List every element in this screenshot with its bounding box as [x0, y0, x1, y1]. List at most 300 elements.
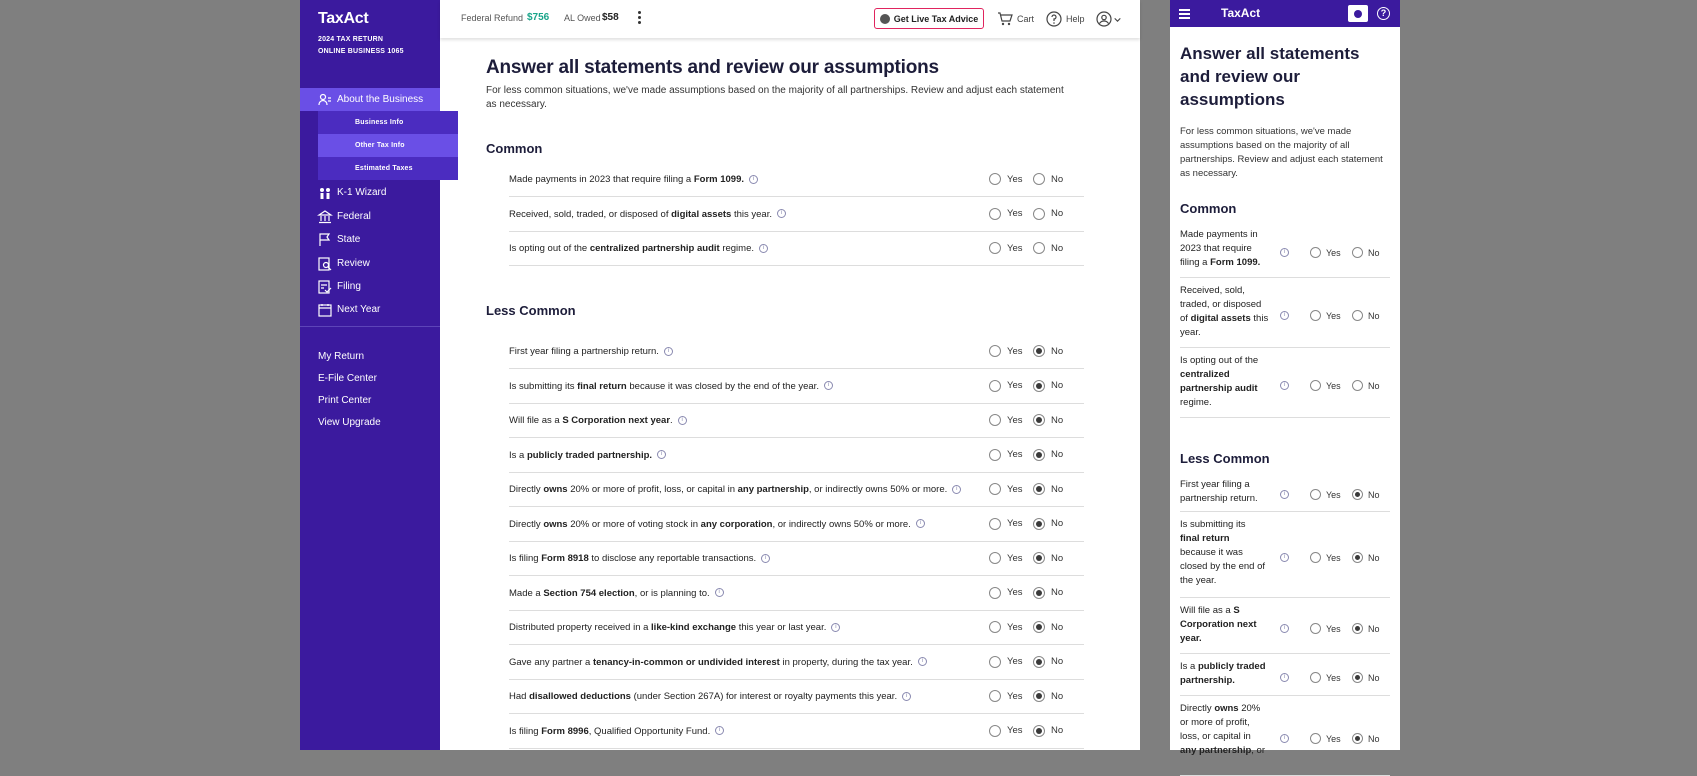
info-icon[interactable]: i [749, 175, 758, 184]
statement-line [1180, 492, 1270, 506]
statement-row [509, 645, 1084, 680]
yes-radio[interactable] [989, 380, 1001, 392]
no-option[interactable] [1033, 690, 1063, 702]
no-radio[interactable] [1352, 552, 1363, 563]
yes-label: Yes [1007, 449, 1023, 460]
statement-text: the year. [1180, 575, 1217, 586]
no-label: No [1051, 483, 1064, 495]
yes-option[interactable] [989, 380, 1023, 392]
yes-option[interactable] [989, 656, 1023, 668]
no-label: No [1368, 552, 1380, 563]
no-radio[interactable] [1033, 552, 1045, 564]
yes-option[interactable] [1310, 623, 1341, 634]
no-option[interactable] [1033, 380, 1063, 392]
federal-refund-label: Federal Refund [461, 13, 524, 23]
yes-option[interactable] [989, 483, 1023, 495]
statement-text: loss, or capital in [1180, 731, 1251, 742]
statement-line [1180, 326, 1270, 340]
yes-option[interactable] [989, 208, 1023, 220]
statement-text: regime. [719, 243, 755, 254]
statement-row [509, 438, 1084, 473]
return-line-1: 2024 TAX RETURN [318, 36, 384, 43]
yes-radio[interactable] [989, 725, 1001, 737]
statement-text: Directly [509, 518, 544, 530]
sidebar-label: Other Tax Info [355, 141, 405, 149]
no-label: No [1051, 173, 1064, 185]
statement-line [1180, 532, 1270, 546]
less-common-heading: Less Common [1180, 451, 1270, 466]
statement-bold-text: Corporation next [1180, 619, 1257, 630]
yes-option[interactable] [1310, 672, 1341, 683]
yes-option[interactable] [989, 414, 1023, 426]
sidebar-label: Federal [337, 211, 371, 222]
no-option[interactable] [1033, 345, 1063, 357]
statement-text [1180, 284, 1270, 340]
no-radio[interactable] [1033, 208, 1045, 220]
hamburger-menu-icon[interactable] [1179, 9, 1190, 18]
statement-text: 20% or more of profit, loss, or capital in [567, 484, 738, 495]
no-option[interactable] [1352, 552, 1380, 563]
no-option[interactable] [1352, 310, 1380, 321]
statement-line [1180, 730, 1270, 744]
statement-text: Will file as a [1180, 605, 1234, 616]
statement-text [509, 726, 724, 737]
statement-bold-text: disallowed deductions [529, 691, 631, 702]
no-radio[interactable] [1033, 518, 1045, 530]
no-radio[interactable] [1033, 621, 1045, 633]
info-icon[interactable]: i [1280, 673, 1289, 682]
no-option[interactable] [1033, 173, 1063, 185]
yes-option[interactable] [1310, 247, 1341, 258]
flag-icon [318, 233, 332, 247]
yes-option[interactable] [989, 690, 1023, 702]
yes-radio[interactable] [1310, 552, 1321, 563]
no-radio[interactable] [1033, 345, 1045, 357]
statement-row [509, 472, 1084, 507]
statement-bold-text: centralized partnership audit [589, 243, 720, 254]
no-label: No [1368, 310, 1380, 321]
statement-text: in property, during the tax year. [779, 656, 913, 668]
no-label: No [1051, 656, 1064, 667]
info-icon[interactable]: i [678, 416, 687, 425]
no-option[interactable] [1352, 489, 1380, 500]
sidebar-item-federal[interactable] [300, 205, 440, 228]
info-icon[interactable]: i [1280, 553, 1289, 562]
no-option[interactable] [1033, 483, 1063, 495]
no-radio[interactable] [1033, 690, 1045, 702]
statement-line [1180, 632, 1270, 646]
yes-radio[interactable] [1310, 310, 1321, 321]
info-icon[interactable]: i [824, 381, 833, 390]
no-option[interactable] [1033, 242, 1063, 254]
yes-radio[interactable] [1310, 380, 1321, 391]
no-option[interactable] [1033, 518, 1063, 530]
mobile-view [1170, 0, 1400, 756]
info-icon[interactable]: i [831, 623, 840, 632]
yes-option[interactable] [989, 621, 1023, 633]
yes-option[interactable] [1310, 489, 1341, 500]
sidebar-item-filing[interactable] [300, 275, 440, 298]
sidebar-item-other-tax-info[interactable] [318, 134, 458, 157]
mobile-top-bar [1170, 0, 1400, 27]
statement-text: Received, sold, [1180, 285, 1245, 296]
statement-row [509, 507, 1084, 542]
statement-text [1180, 354, 1270, 410]
no-label: No [1051, 345, 1064, 357]
statement-text [1180, 702, 1270, 758]
statement-text: to disclose any reportable transactions. [588, 553, 757, 564]
statement-row [509, 369, 1084, 404]
statement-text: Made payments in 2023 that require filing a [509, 174, 694, 185]
yes-option[interactable] [989, 173, 1023, 185]
yes-radio[interactable] [1310, 623, 1321, 634]
statement-bold-text: Form 1099. [693, 174, 745, 185]
statement-row [1180, 348, 1390, 418]
statement-text: year. [1180, 327, 1201, 338]
no-radio[interactable] [1352, 247, 1363, 258]
statement-text: or more of profit, [1180, 717, 1250, 728]
statement-text: , or is planning to. [634, 587, 710, 599]
statement-bold-text: publicly traded [1197, 661, 1266, 672]
statement-row [1180, 654, 1390, 696]
federal-refund-value[interactable]: $756 [527, 12, 550, 23]
statement-bold-text: any partnership [1180, 745, 1252, 756]
statement-text [509, 450, 666, 461]
statement-bold-text: owns [543, 484, 568, 495]
yes-radio[interactable] [1310, 489, 1321, 500]
statement-bold-text: final return [1180, 533, 1230, 544]
advisor-avatar-icon [880, 14, 890, 24]
statement-text: this [1250, 313, 1269, 324]
view-upgrade-link[interactable]: View Upgrade [318, 417, 381, 428]
no-radio[interactable] [1352, 489, 1363, 500]
sidebar [300, 0, 440, 750]
yes-radio[interactable] [989, 173, 1001, 185]
no-option[interactable] [1033, 208, 1063, 220]
no-radio[interactable] [1033, 449, 1045, 461]
al-owed-label: AL Owed [564, 13, 601, 23]
no-radio[interactable] [1352, 380, 1363, 391]
no-option[interactable] [1033, 656, 1063, 668]
yes-label: Yes [1326, 310, 1341, 321]
statement-bold-text: any corporation [700, 518, 773, 530]
no-option[interactable] [1352, 672, 1380, 683]
statement-text: 20% [1238, 703, 1261, 714]
statement-line [1180, 560, 1270, 574]
yes-label: Yes [1007, 242, 1023, 254]
common-heading: Common [1180, 201, 1237, 216]
statement-text: Is filing [509, 725, 542, 737]
sidebar-item-estimated-taxes[interactable] [318, 157, 458, 180]
statement-text [509, 484, 961, 495]
statement-row [1180, 222, 1390, 278]
info-icon[interactable]: i [918, 657, 927, 666]
my-return-link[interactable]: My Return [318, 351, 365, 362]
more-options-icon[interactable] [636, 10, 642, 26]
statement-bold-text: any partnership [737, 484, 809, 495]
statement-text [509, 415, 687, 426]
statement-text [509, 346, 673, 357]
yes-option[interactable] [1310, 552, 1341, 563]
no-radio[interactable] [1033, 414, 1045, 426]
statement-text [509, 622, 840, 633]
statement-bold-text: like-kind exchange [651, 622, 737, 633]
yes-label: Yes [1007, 552, 1023, 564]
statement-text [1180, 660, 1270, 688]
info-icon[interactable]: i [664, 347, 673, 356]
advisor-avatar-icon[interactable] [1348, 5, 1368, 22]
statement-text: , or indirectly owns 50% or more. [808, 484, 948, 495]
statement-text [509, 588, 724, 599]
yes-radio[interactable] [1310, 247, 1321, 258]
yes-option[interactable] [989, 552, 1023, 564]
no-label: No [1368, 672, 1380, 683]
sidebar-label: Estimated Taxes [355, 164, 413, 172]
no-radio[interactable] [1352, 310, 1363, 321]
statement-text: Is submitting its [509, 380, 578, 392]
no-option[interactable] [1033, 621, 1063, 633]
taxact-logo[interactable]: TaxAct [1221, 6, 1261, 20]
yes-option[interactable] [1310, 733, 1341, 744]
statement-row [1180, 472, 1390, 512]
no-radio[interactable] [1033, 725, 1045, 737]
info-icon[interactable]: i [1280, 311, 1289, 320]
yes-label: Yes [1007, 621, 1023, 633]
sidebar-item-about-business[interactable] [300, 88, 440, 111]
statement-text: filing a [1180, 257, 1211, 268]
yes-radio[interactable] [989, 242, 1001, 254]
yes-label: Yes [1007, 518, 1023, 529]
review-icon [318, 257, 332, 271]
yes-label: Yes [1326, 247, 1341, 258]
statement-text: Is filing [509, 553, 542, 564]
statement-bold-text: tenancy-in-common or undivided interest [592, 656, 780, 668]
statement-row [1180, 696, 1390, 776]
info-icon[interactable]: i [715, 726, 724, 735]
yes-label: Yes [1007, 345, 1023, 357]
sidebar-label: Next Year [337, 304, 381, 315]
help-icon[interactable]: ? [1377, 7, 1390, 20]
sidebar-label: Business Info [355, 118, 404, 126]
no-label: No [1051, 690, 1064, 702]
statement-row [1180, 598, 1390, 654]
no-label: No [1051, 725, 1064, 736]
account-icon [1096, 11, 1112, 27]
statement-bold-text: S [1233, 605, 1240, 616]
no-label: No [1368, 489, 1380, 500]
info-icon[interactable]: i [759, 244, 768, 253]
get-live-tax-advice-button[interactable] [874, 8, 984, 29]
statement-text: Directly [1180, 703, 1215, 714]
info-icon[interactable]: i [1280, 734, 1289, 743]
yes-radio[interactable] [989, 449, 1001, 461]
no-option[interactable] [1033, 449, 1063, 461]
no-radio[interactable] [1352, 623, 1363, 634]
no-radio[interactable] [1033, 173, 1045, 185]
yes-option[interactable] [989, 587, 1023, 599]
statement-text: Will file as a [509, 415, 563, 426]
statement-text: because it was closed by the end of the year. [626, 380, 819, 392]
statement-text: this year. [731, 208, 772, 220]
no-radio[interactable] [1033, 242, 1045, 254]
yes-option[interactable] [989, 242, 1023, 254]
yes-label: Yes [1007, 690, 1023, 702]
info-icon[interactable]: i [1280, 490, 1289, 499]
al-owed-value[interactable]: $58 [602, 12, 619, 23]
sidebar-item-next-year[interactable] [300, 298, 440, 321]
no-radio[interactable] [1352, 672, 1363, 683]
page-intro: For less common situations, we've made assumptions based on the majority of all partnerships. Review and adjust each statement as necessary. [1180, 126, 1383, 179]
yes-radio[interactable] [989, 414, 1001, 426]
info-icon[interactable]: i [1280, 248, 1289, 257]
bank-icon [318, 210, 332, 224]
info-icon[interactable]: i [1280, 381, 1289, 390]
statement-text: (under Section 267A) for interest or royalty payments this year. [630, 691, 898, 702]
statement-text: Gave any partner a [509, 656, 593, 668]
sidebar-label: K-1 Wizard [337, 187, 387, 198]
no-option[interactable] [1352, 733, 1380, 744]
yes-label: Yes [1007, 414, 1023, 426]
no-radio[interactable] [1033, 656, 1045, 668]
yes-radio[interactable] [989, 483, 1001, 495]
no-option[interactable] [1033, 552, 1063, 564]
statement-bold-text: owns [1214, 703, 1239, 714]
yes-radio[interactable] [989, 552, 1001, 564]
sidebar-item-k1-wizard[interactable] [300, 181, 440, 204]
no-radio[interactable] [1033, 587, 1045, 599]
statement-text: , or [1251, 745, 1266, 756]
statement-text [509, 519, 925, 530]
statement-bold-text: digital assets [671, 208, 732, 220]
efile-center-link[interactable]: E-File Center [318, 373, 377, 384]
statement-text: Is submitting its [1180, 519, 1246, 530]
info-icon[interactable]: i [715, 588, 724, 597]
help-icon [1046, 11, 1062, 27]
statement-row [1180, 278, 1390, 348]
cart-button[interactable] [997, 11, 1034, 27]
statement-line [1180, 478, 1270, 492]
yes-option[interactable] [989, 725, 1023, 737]
info-icon[interactable]: i [902, 692, 911, 701]
page-intro: For less common situations, we've made assumptions based on the majority of all partnerships. Review and adjust each statement as necessary. [486, 85, 1064, 110]
sidebar-item-review[interactable] [300, 252, 440, 275]
info-icon[interactable]: i [952, 485, 961, 494]
no-label: No [1051, 208, 1064, 219]
statement-text: Made a [509, 587, 544, 599]
statement-bold-text: digital assets [1190, 313, 1251, 324]
no-radio[interactable] [1033, 483, 1045, 495]
account-menu-button[interactable] [1096, 11, 1122, 27]
info-icon[interactable]: i [1280, 624, 1289, 633]
yes-option[interactable] [1310, 380, 1341, 391]
statement-bold-text: Form 1099. [1210, 257, 1261, 268]
sidebar-label: Filing [337, 281, 361, 292]
yes-label: Yes [1326, 380, 1341, 391]
yes-radio[interactable] [989, 621, 1001, 633]
yes-label: Yes [1326, 623, 1341, 634]
statement-bold-text: centralized [1180, 369, 1230, 380]
info-icon[interactable]: i [761, 554, 770, 563]
sidebar-divider [300, 326, 440, 327]
yes-radio[interactable] [989, 587, 1001, 599]
no-option[interactable] [1352, 247, 1380, 258]
yes-label: Yes [1007, 173, 1023, 185]
yes-radio[interactable] [1310, 672, 1321, 683]
yes-radio[interactable] [1310, 733, 1321, 744]
no-radio[interactable] [1033, 380, 1045, 392]
taxact-logo[interactable]: TaxAct [318, 10, 369, 27]
desktop-view [300, 0, 1140, 750]
page-title: Answer all statements and review our assumptions [486, 57, 939, 78]
yes-radio[interactable] [989, 518, 1001, 530]
statement-bold-text: partnership audit [1180, 383, 1258, 394]
info-icon[interactable]: i [777, 209, 786, 218]
sidebar-item-state[interactable] [300, 228, 440, 251]
no-radio[interactable] [1352, 733, 1363, 744]
main-content [486, 38, 1096, 750]
statement-line [1180, 298, 1270, 312]
no-option[interactable] [1033, 587, 1063, 599]
statement-text: Made payments in [1180, 229, 1258, 240]
statement-line [1180, 674, 1270, 688]
no-label: No [1051, 414, 1064, 426]
statement-text: regime. [1180, 397, 1212, 408]
statement-text [1180, 228, 1270, 270]
no-label: No [1368, 247, 1380, 258]
yes-label: Yes [1326, 552, 1341, 563]
cart-label: Cart [1017, 14, 1035, 24]
statement-bold-text: partnership. [1180, 675, 1235, 686]
no-option[interactable] [1352, 623, 1380, 634]
no-option[interactable] [1033, 414, 1063, 426]
yes-option[interactable] [1310, 310, 1341, 321]
no-label: No [1051, 552, 1064, 564]
sidebar-label: Review [337, 258, 370, 269]
yes-radio[interactable] [989, 690, 1001, 702]
print-center-link[interactable]: Print Center [318, 395, 372, 406]
no-option[interactable] [1033, 725, 1063, 737]
yes-radio[interactable] [989, 208, 1001, 220]
yes-label: Yes [1326, 672, 1341, 683]
yes-radio[interactable] [989, 345, 1001, 357]
no-label: No [1051, 621, 1064, 633]
yes-option[interactable] [989, 449, 1023, 461]
yes-option[interactable] [989, 345, 1023, 357]
document-check-icon [318, 280, 332, 294]
statement-line [1180, 744, 1270, 758]
statement-text: , or indirectly owns 50% or more. [772, 518, 911, 530]
yes-option[interactable] [989, 518, 1023, 530]
statement-row [509, 679, 1084, 714]
calendar-icon [318, 303, 332, 317]
yes-label: Yes [1326, 733, 1341, 744]
sidebar-label: State [337, 234, 361, 245]
yes-radio[interactable] [989, 656, 1001, 668]
statement-line [1180, 716, 1270, 730]
return-line-2: ONLINE BUSINESS 1065 [318, 48, 404, 55]
no-option[interactable] [1352, 380, 1380, 391]
statement-row [509, 197, 1084, 232]
sidebar-item-business-info[interactable] [318, 111, 458, 134]
info-icon[interactable]: i [916, 519, 925, 528]
statement-text [509, 657, 927, 668]
yes-label: Yes [1007, 208, 1023, 219]
help-button[interactable] [1046, 11, 1085, 27]
yes-label: Yes [1007, 725, 1023, 736]
statement-line [1180, 256, 1270, 270]
statement-line [1180, 396, 1270, 410]
info-icon[interactable]: i [657, 450, 666, 459]
